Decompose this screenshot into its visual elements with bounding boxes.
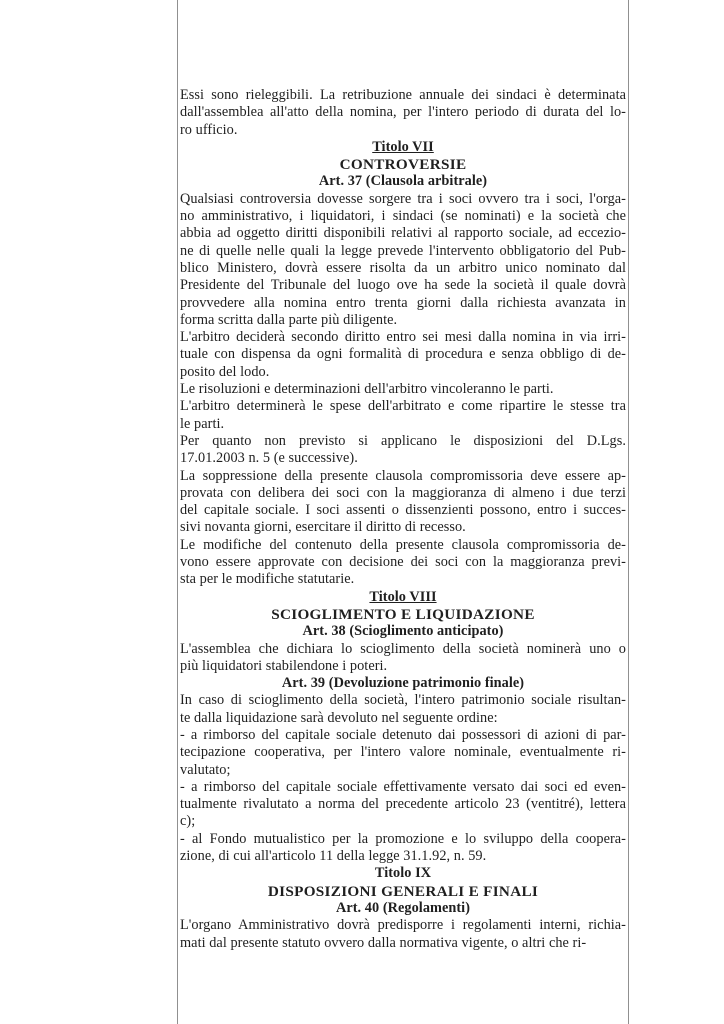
paragraph xyxy=(180,641,626,676)
section-title: Art. 40 (Regolamenti) xyxy=(335,899,471,916)
text-line: L'organo Amministrativo dovrà predisporre i regolamenti interni, richia- xyxy=(180,917,626,934)
text-line: tuale con dispensa da ogni formalità di procedura e senza obbligo di de- xyxy=(180,346,626,363)
paragraph xyxy=(180,191,626,329)
text-line: le parti. xyxy=(180,415,225,432)
paragraph xyxy=(180,779,626,831)
text-line: 17.01.2003 n. 5 (e successive). xyxy=(180,450,358,467)
left-margin-rule xyxy=(177,0,178,1024)
text-line: c); xyxy=(180,813,196,830)
text-line: Le modifiche del contenuto della presente clausola compromissoria de- xyxy=(180,536,626,553)
text-line: dall'assemblea all'atto della nomina, per l'intero periodo di durata del lo- xyxy=(180,104,626,121)
text-line: Le risoluzioni e determinazioni dell'arbitro vincoleranno le parti. xyxy=(180,381,554,398)
right-margin-rule xyxy=(628,0,629,1024)
text-line: Qualsiasi controversia dovesse sorgere tra i soci ovvero tra i soci, l'orga- xyxy=(180,190,626,207)
text-line: La soppressione della presente clausola compromissoria deve essere ap- xyxy=(180,467,626,484)
text-line: Presidente del Tribunale del luogo ove ha sede la società il quale dovrà xyxy=(180,277,626,294)
text-line: no amministrativo, i liquidatori, i sindaci (se nominati) e la società che xyxy=(180,208,626,225)
paragraph xyxy=(180,329,626,381)
text-line: abbia ad oggetto diritti disponibili relativi al rapporto sociale, ad eccezio- xyxy=(180,225,626,242)
text-line: del capitale sociale. I soci assenti o dissenzienti possono, entro i succes- xyxy=(180,502,626,519)
paragraph xyxy=(180,727,626,779)
text-line: valutato; xyxy=(180,761,231,778)
paragraph xyxy=(180,87,626,139)
paragraph xyxy=(180,468,626,537)
paragraph xyxy=(180,433,626,468)
text-line: sivi novanta giorni, esercitare il diritto di recesso. xyxy=(180,519,466,536)
text-line: tualmente rivalutato a norma del precedente articolo 23 (ventitré), lettera xyxy=(180,796,626,813)
text-line: te dalla liquidazione sarà devoluto nel seguente ordine: xyxy=(180,709,498,726)
text-line: mati dal presente statuto ovvero dalla normativa vigente, o altri che ri- xyxy=(180,934,587,951)
paragraph xyxy=(180,917,626,952)
text-line: - al Fondo mutualistico per la promozione e lo sviluppo della coopera- xyxy=(180,830,626,847)
section-title: Titolo IX xyxy=(374,865,432,882)
text-line: sta per le modifiche statutarie. xyxy=(180,571,355,588)
text-line: ro ufficio. xyxy=(180,121,238,138)
section-title: Art. 37 (Clausola arbitrale) xyxy=(318,173,488,190)
statute-text-column xyxy=(180,87,626,952)
paragraph xyxy=(180,398,626,433)
paragraph xyxy=(180,831,626,866)
paragraph xyxy=(180,537,626,589)
section-title: Art. 39 (Devoluzione patrimonio finale) xyxy=(281,675,525,692)
text-line: - a rimborso del capitale sociale detenuto dai possessori di azioni di par- xyxy=(180,726,626,743)
text-line: provvedere alla nomina entro trenta giorni dalla richiesta avanzata in xyxy=(180,294,626,311)
text-line: provata con delibera dei soci con la maggioranza di almeno i due terzi xyxy=(180,484,626,501)
paragraph xyxy=(180,381,626,398)
text-line: più liquidatori stabilendone i poteri. xyxy=(180,657,388,674)
text-line: L'assemblea che dichiara lo scioglimento della società nominerà uno o xyxy=(180,640,626,657)
text-line: posito del lodo. xyxy=(180,363,270,380)
text-line: Per quanto non previsto si applicano le disposizioni del D.Lgs. xyxy=(180,432,626,449)
paragraph xyxy=(180,692,626,727)
text-line: - a rimborso del capitale sociale effettivamente versato dai soci ed even- xyxy=(180,778,626,795)
text-line: blico Ministero, dovrà essere risolta da un arbitro unico nominato dal xyxy=(180,259,626,276)
text-line: forma scritta dalla parte più diligente. xyxy=(180,311,398,328)
section-title: Titolo VIII xyxy=(369,588,437,605)
section-title: Art. 38 (Scioglimento anticipato) xyxy=(302,623,504,640)
text-line: L'arbitro deciderà secondo diritto entro sei mesi dalla nomina in via irri- xyxy=(180,329,626,346)
text-line: ne di quelle nelle quali la legge prevede l'intervento obbligatorio del Pub- xyxy=(180,242,626,259)
text-line: zione, di cui all'articolo 11 della legge 31.1.92, n. 59. xyxy=(180,848,487,865)
section-title: SCIOGLIMENTO E LIQUIDAZIONE xyxy=(271,605,535,623)
section-title: Titolo VII xyxy=(372,138,434,155)
text-line: tecipazione cooperativa, per l'intero valore nominale, eventualmente ri- xyxy=(180,744,626,761)
section-title: DISPOSIZIONI GENERALI E FINALI xyxy=(267,882,539,900)
text-line: vono essere approvate con decisione dei soci con la maggioranza previ- xyxy=(180,554,626,571)
text-line: Essi sono rieleggibili. La retribuzione annuale dei sindaci è determinata xyxy=(180,87,626,103)
text-line: L'arbitro determinerà le spese dell'arbitrato e come ripartire le stesse tra xyxy=(180,398,626,415)
section-title: CONTROVERSIE xyxy=(339,156,467,174)
text-line: In caso di scioglimento della società, l'intero patrimonio sociale risultan- xyxy=(180,692,626,709)
